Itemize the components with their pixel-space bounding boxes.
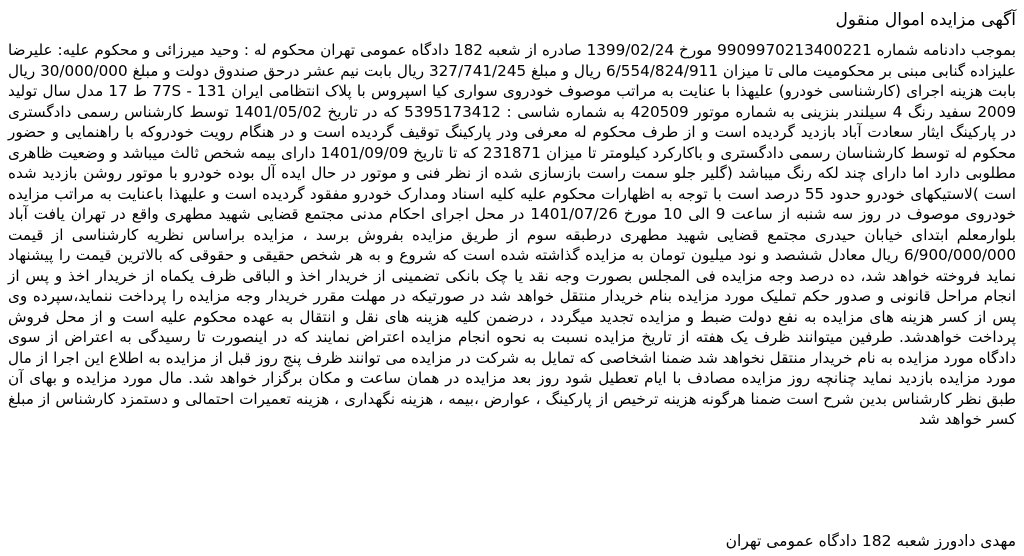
notice-body: بموجب دادنامه شماره 9909970213400221 مورخ 1399/02/24 صادره از شعبه 182 دادگاه عمومی تهران محکوم له : وحید میرزائی و محکوم علیه: علیرضا علیزاده گنابی مبنی بر محکومیت مالی تا میزان 6/554/824/911 ریال و مبلغ 327/741/245 ریال بابت نیم عشر درحق صندوق دولت و مبلغ 30/000/000 ریال بابت هزینه اجرای (کارشناسی خودرو) علیهذا با عنایت به مراتب موصوف خودروی سواری کیا اسپروس با پلاک انتظامی ایران 77S - 131 ط 17 مدل سال تولید 2009 سفید رنگ 4 سیلندر بنزینی به شماره موتور 420509 به شماره شاسی : 5395173412 که در تاریخ 1401/05/02 توسط کارشناس رسمی دادگستری در پارکینگ ایثار سعادت آباد بازدید گردیده است و از طرف محکوم له معرفی ودر پارکینگ توقیف گردیده است و در هنگام رویت خودروکه با راهنمایی و حضور محکوم له توسط کارشناسان رسمی دادگستری و باکارکرد کیلومتر تا میزان 231871 که تا تاریخ 1401/09/09 دارای بیمه شخص ثالث میباشد و وضعیت ظاهری مطلوبی دارد اما دارای چند لکه رنگ میباشد (گلیر جلو سمت راست بازسازی شده از نظر فنی و موتور در حال ایده آل بوده خودرو با موتور روشن بازدید شده است )لاستیکهای خودرو حدود 55 درصد است با توجه به اظهارات محکوم علیه کلیه اسناد ومدارک خودرو مفقود گردیده است و علیهذا باعنایت به مراتب مزایده خودروی موصوف در روز سه شنبه از ساعت 9 الی 10 مورخ 1401/07/26 در محل اجرای احکام مدنی مجتمع قضایی شهید مطهری واقع در تهران یافت آباد بلوارمعلم ابتدای خیابان حیدری مجتمع قضایی شهید مطهری درطبقه سوم از طریق مزایده بفروش برسد ، مزایده براساس نظریه کارشناسی از قیمت 6/900/000/000 ریال معادل ششصد و نود میلیون تومان به مزایده گذاشته شده است که شروع و به هر شخص حقیقی و حقوقی که بالاترین قیمت را پیشنهاد نماید فروخته خواهد شد، ده درصد وجه مزایده فی المجلس بصورت وجه نقد یا چک بانکی تضمینی از خریدار اخذ و الباقی ظرف یکماه از خریدار اخذ و پس از انجام مراحل قانونی و صدور حکم تملیک مورد مزایده بنام خریدار منتقل خواهد شد در صورتیکه در مهلت مقرر خریدار وجه مزایده را پرداخت ننماید،سپرده وی پس از کسر هزینه های مزایده به نفع دولت ضبط و مزایده تجدید میگردد ، درضمن کلیه هزینه های نقل و انتقال به عهده محکوم علیه است و از محل فروش پرداخت خواهدشد. طرفین میتوانند ظرف یک هفته از تاریخ مزایده نسبت به نحوه انجام مزایده اعتراض نمایند که در اینصورت تا رسیدگی به اعتراض از سوی دادگاه مورد مزایده به نام خریدار منتقل نخواهد شد ضمنا اشخاصی که تمایل به شرکت در مزایده می توانند ظرف پنج روز قبل از مزایده به اطلاع این اجرا از مال مورد مزایده بازدید نماید چنانچه روز مزایده مصادف با ایام تعطیل شود روز بعد مزایده در همان ساعت و مکان برگزار خواهد شد. مال مورد مزایده و بهای آن طبق نظر کارشناس بدین شرح است ضمنا هرگونه هزینه ترخیص از پارکینگ ، عوارض ،بیمه ، هزینه نگهداری ، هزینه تعمیرات احتمالی و دستمزد کارشناس از مبلغ کسر خواهد شد [8, 41, 1016, 428]
notice-signature: مهدی دادورز شعبه 182 دادگاه عمومی تهران [725, 532, 1016, 550]
notice-title: آگهی مزایده اموال منقول [835, 10, 1016, 30]
